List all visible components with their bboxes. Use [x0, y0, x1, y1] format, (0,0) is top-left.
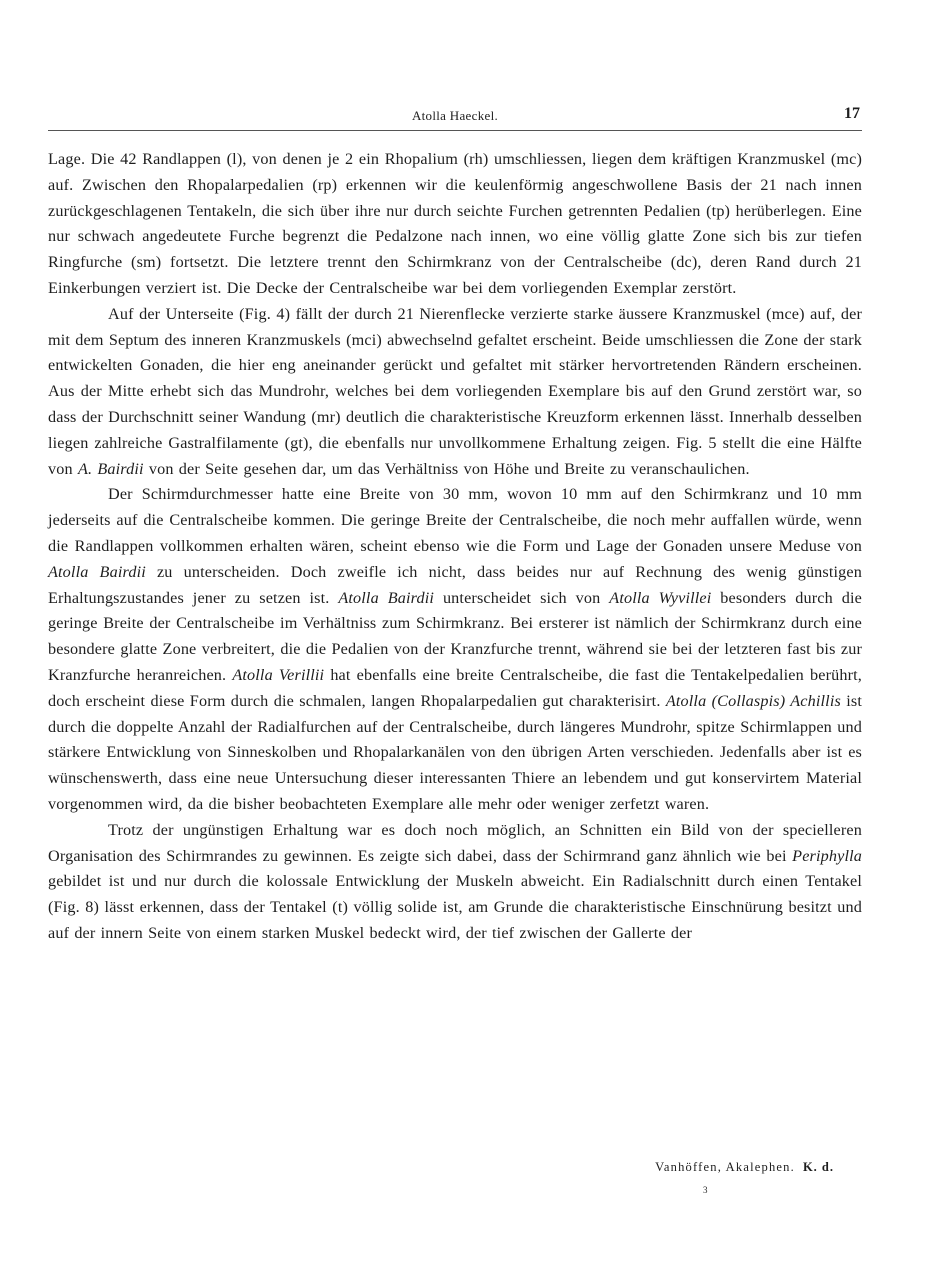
text-run: Trotz der ungünstigen Erhaltung war es doch noch möglich, an Schnitten ein Bild von der specielleren Organisation des Schirmrandes zu gewinnen. Es zeigte sich dabei, dass der Schirmrand ganz ähnlich wie bei [48, 820, 862, 865]
text-run: von der Seite gesehen dar, um das Verhältniss von Höhe und Breite zu veranschaulichen. [143, 459, 750, 478]
page-number: 17 [844, 105, 860, 122]
text-run: Lage. Die 42 Randlappen (l), von denen je 2 ein Rhopalium (rh) umschliessen, liegen dem kräftigen Kranzmuskel (mc) auf. Zwischen den Rhopalarpedalien (rp) erkennen wir die keulenförmig angeschwollene Basis der 21 nach innen zurückgeschlagenen Tentakeln, die sich über ihre nur durch seichte Furchen getrennten Pedalien (tp) herüberlegen. Eine nur schwach angedeutete Furche begrenzt die Pedalzone nach innen, wo eine völlig glatte Zone sich bis zur tiefen Ringfurche (sm) fortsetzt. Die letztere trennt den Schirmkranz von der Centralscheibe (dc), deren Rand durch 21 Einkerbungen verziert ist. Die Decke der Centralscheibe war bei dem vorliegenden Exemplar zerstört. [48, 150, 862, 297]
footer-signature [655, 1160, 834, 1175]
body-text [48, 147, 862, 947]
running-title: Atolla Haeckel. [411, 108, 499, 123]
paragraph-2 [48, 302, 862, 483]
footer-author: Vanhöffen, Akalephen. [655, 1160, 795, 1174]
paragraph-3 [48, 482, 862, 817]
text-run: zu unterscheiden. Doch zweifle ich nicht, dass beides nur auf Rechnung des wenig günstigen Erhaltungszustandes jener zu setzen ist. [48, 562, 862, 607]
italic-taxon: A. Bairdii [77, 459, 144, 478]
italic-taxon: Atolla Verillii [232, 665, 325, 684]
text-run: besonders durch die geringe Breite der Centralscheibe im Verhältniss zum Schirmkranz. Bei ersterer ist nämlich der Schirmkranz durch eine besondere glatte Zone verbreitert, die die Pedalien von der Kranzfurche trennt, während sie bei der letzteren fast bis zur Kranzfurche heranreichen. [48, 588, 862, 684]
text-run: ist durch die doppelte Anzahl der Radialfurchen auf der Centralscheibe, durch längeres Mundrohr, spitze Schirmlappen und stärkere Entwicklung von Sinneskolben und Rhopalarkanälen von den übrigen Arten verschieden. Jedenfalls aber ist es wünschenswerth, dass eine neue Untersuchung dieser interessanten Thiere an lebendem und gut konservirtem Material vorgenommen wird, da die bisher beobachteten Exemplare alle mehr oder weniger zerfetzt waren. [48, 691, 862, 813]
text-run: Der Schirmdurchmesser hatte eine Breite von 30 mm, wovon 10 mm auf den Schirmkranz und 10 mm jederseits auf die Centralscheibe kommen. Die geringe Breite der Centralscheibe, die noch mehr auffallen würde, wenn die Randlappen vollkommen erhalten wären, scheint ebenso wie die Form und Lage der Gonaden unsere Meduse von [48, 485, 862, 555]
paragraph-1 [48, 147, 862, 302]
signature-number: 3 [703, 1185, 708, 1195]
italic-taxon: Periphylla [792, 846, 862, 865]
text-run: gebildet ist und nur durch die kolossale Entwicklung der Muskeln abweicht. Ein Radialschnitt durch einen Tentakel (Fig. 8) lässt erkennen, dass der Tentakel (t) völlig solide ist, am Grunde die charakteristische Einschnürung besitzt und auf der innern Seite von einem starken Muskel bedeckt wird, der tief zwischen der Gallerte der [48, 872, 862, 942]
header-rule [48, 130, 862, 131]
text-run: hat ebenfalls eine breite Centralscheibe, die fast die Tentakelpedalien berührt, doch erscheint diese Form durch die schmalen, langen Rhopalarpedalien gut charakterisirt. [48, 665, 862, 710]
paragraph-4 [48, 818, 862, 947]
italic-taxon: Atolla (Collaspis) Achillis [665, 691, 841, 710]
text-run: Auf der Unterseite (Fig. 4) fällt der durch 21 Nierenflecke verzierte starke äussere Kranzmuskel (mce) auf, der mit dem Septum des inneren Kranzmuskels (mci) abwechselnd gefaltet erscheint. Beide umschliessen die Zone der stark entwickelten Gonaden, die hier eng aneinander gerückt und gefaltet mit stärker hervortretenden Rändern erscheinen. Aus der Mitte erhebt sich das Mundrohr, welches bei dem vorliegenden Exemplare bis auf den Grund zerstört war, so dass der Durchschnitt seiner Wandung (mr) deutlich die charakteristische Kreuzform erkennen lässt. Innerhalb desselben liegen zahlreiche Gastralfilamente (gt), die ebenfalls nur unvollkommene Erhaltung zeigen. Fig. 5 stellt die eine Hälfte von [48, 304, 862, 478]
text-run: unterscheidet sich von [434, 588, 610, 607]
italic-taxon: Atolla Wyvillei [609, 588, 712, 607]
italic-taxon: Atolla Bairdii [48, 562, 146, 581]
footer-sheet-mark: K. d. [802, 1160, 834, 1174]
page-header [48, 105, 862, 132]
italic-taxon: Atolla Bairdii [338, 588, 435, 607]
